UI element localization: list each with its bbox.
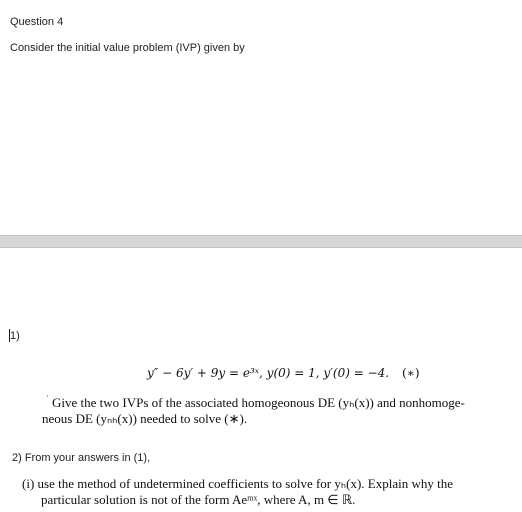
part1-label: 1): [10, 330, 20, 342]
part2-text-line2: particular solution is not of the form Aeᵐˣ, where A, m ∈ ℝ.: [41, 492, 356, 507]
question-title: Question 4: [10, 16, 64, 28]
equation-tag: (∗): [402, 366, 420, 380]
tick-mark: ‘: [46, 394, 49, 403]
part1-text-line2: neous DE (yₙₕ(x)) needed to solve (∗).: [42, 411, 248, 426]
part1-text-line1: Give the two IVPs of the associated homogeonous DE (yₕ(x)) and nonhomoge-: [52, 395, 465, 410]
part2-label: 2) From your answers in (1),: [12, 452, 151, 464]
question-intro: Consider the initial value problem (IVP) given by: [10, 42, 245, 54]
ivp-equation: y″ − 6y′ + 9y = e³ˣ, y(0) = 1, y′(0) = −4.: [147, 366, 390, 380]
part2-text-line1: (i) use the method of undetermined coefficients to solve for yₕ(x). Explain why the: [22, 476, 454, 491]
section-divider: [0, 235, 522, 248]
